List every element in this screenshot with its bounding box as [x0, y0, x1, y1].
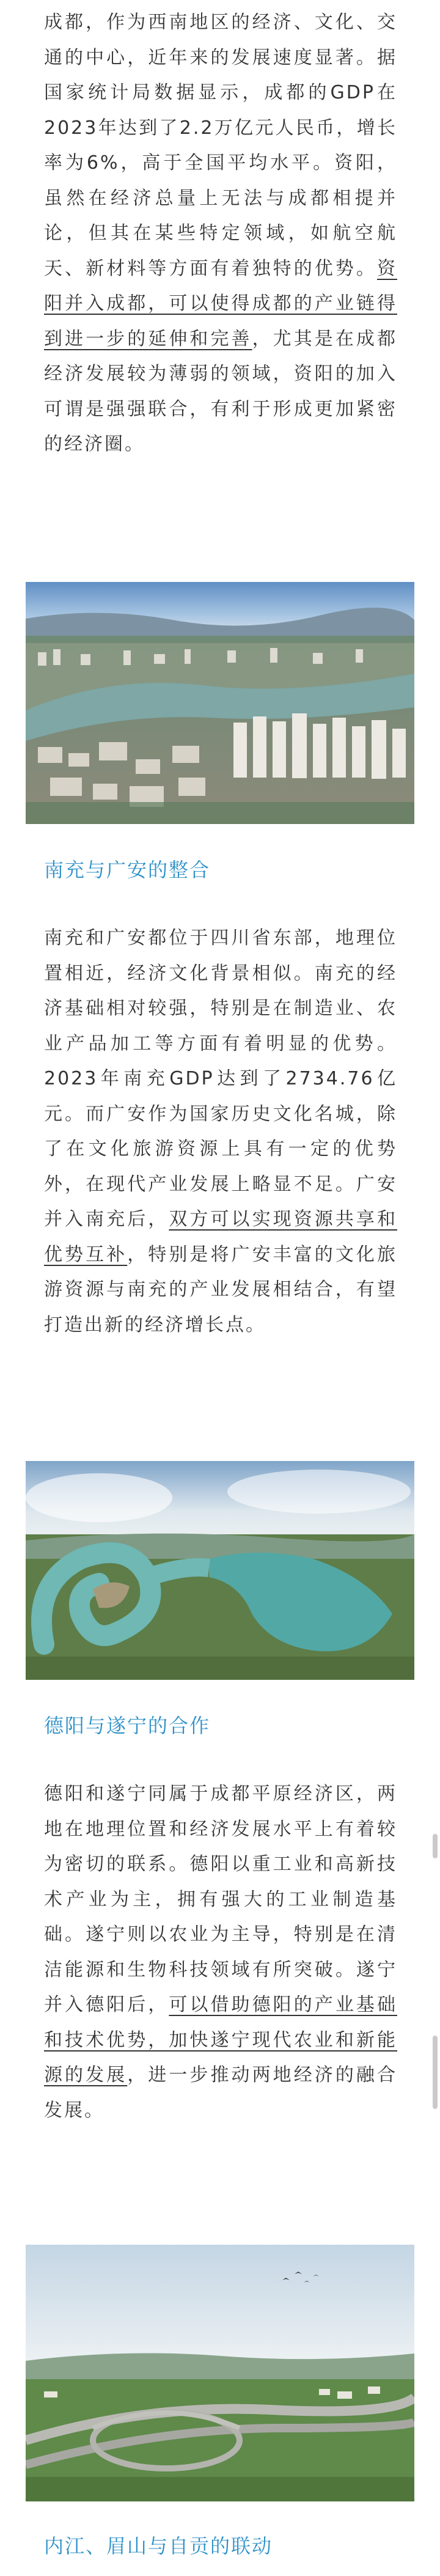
nanchong-underlined-text: 双方可以实现资源共享和优势互补	[44, 1209, 397, 1265]
nanchong-text-a: 南充和广安都位于四川省东部，地理位置相近，经济文化背景相似。南充的经济基础相对较强，特别是在制造业、农业产品加工等方面有着明显的优势。2023年南充GDP达到了2734.76亿元。而广安作为国家历史文化名城，除了在文化旅游资源上具有一定的优势外，在现代产业发展上略显不足。广安并入南充后，	[44, 927, 397, 1230]
highway-interchange-photo	[26, 2245, 414, 2501]
section-heading-nanchong-guangan: 南充与广安的整合	[44, 858, 211, 881]
deyang-paragraph	[44, 1776, 397, 2128]
deyang-text-b: ，进一步推动两地经济的融合发展。	[44, 2064, 397, 2121]
city-river-aerial-photo	[26, 582, 414, 824]
scrollbar-track-segment[interactable]	[433, 2036, 438, 2109]
section-heading-neijiang-meishan-zigong: 内江、眉山与自贡的联动	[44, 2534, 273, 2558]
deyang-underlined-text: 可以借助德阳的产业基础和技术优势，加快遂宁现代农业和新能源的发展	[44, 1994, 397, 2086]
intro-text-a: 成都，作为西南地区的经济、文化、交通的中心，近年来的发展速度显著。据国家统计局数据显示，成都的GDP在2023年达到了2.2万亿元人民币，增长率为6%，高于全国平均水平。资阳，虽然在经济总量上无法与成都相提并论，但其在某些特定领域，如航空航天、新材料等方面有着独特的优势。	[44, 12, 397, 279]
intro-text-b: ，尤其是在成都经济发展较为薄弱的领域，资阳的加入可谓是强强联合，有利于形成更加紧密的经济圈。	[44, 328, 397, 455]
intro-paragraph	[44, 5, 397, 462]
section-heading-deyang-suining: 德阳与遂宁的合作	[44, 1714, 211, 1737]
intro-underlined-text: 资阳并入成都，可以使得成都的产业链得到进一步的延伸和完善	[44, 257, 397, 350]
river-bend-aerial-photo	[26, 1461, 414, 1680]
nanchong-paragraph	[44, 921, 397, 1342]
scrollbar-thumb[interactable]	[433, 1834, 438, 1858]
nanchong-text-b: ，特别是将广安丰富的文化旅游资源与南充的产业发展相结合，有望打造出新的经济增长点。	[44, 1243, 397, 1336]
deyang-text-a: 德阳和遂宁同属于成都平原经济区，两地在地理位置和经济发展水平上有着较为密切的联系。德阳以重工业和高新技术产业为主，拥有强大的工业制造基础。遂宁则以农业为主导，特别是在清洁能源和生物科技领域有所突破。遂宁并入德阳后，	[44, 1783, 397, 2015]
